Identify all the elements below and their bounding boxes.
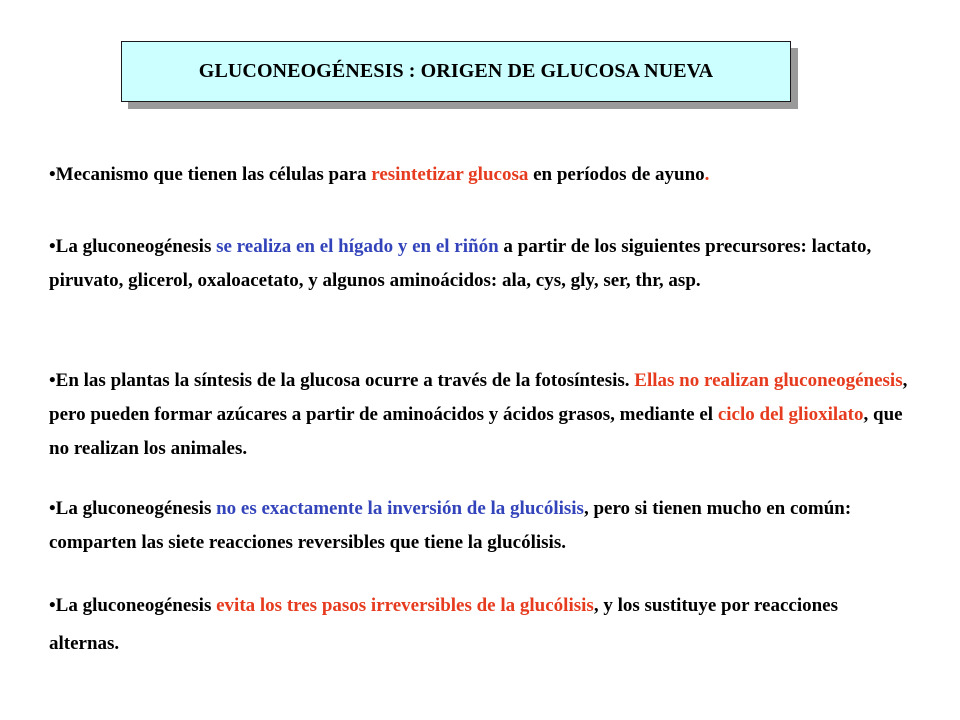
bullet-paragraph-2 bbox=[49, 230, 909, 298]
text-segment: , y los sustituye por reacciones alternas. bbox=[49, 595, 838, 654]
bullet: • bbox=[49, 164, 56, 185]
text-segment: La gluconeogénesis bbox=[55, 595, 217, 616]
highlight-blue: no es exactamente la inversión de la glucólisis bbox=[216, 498, 584, 519]
bullet: • bbox=[49, 498, 56, 519]
bullet: • bbox=[49, 595, 56, 616]
bullet-paragraph-4 bbox=[49, 492, 909, 560]
text-segment: , que no realizan los animales. bbox=[49, 404, 903, 459]
text-segment: , pero si tienen mucho en común: comparten las siete reacciones reversibles que tiene la glucólisis. bbox=[49, 498, 852, 553]
bullet: • bbox=[49, 236, 56, 257]
bullet-paragraph-5 bbox=[49, 587, 909, 663]
title-box bbox=[121, 41, 791, 102]
text-segment: La gluconeogénesis bbox=[55, 498, 217, 519]
text-segment: En las plantas la síntesis de la glucosa ocurre a través de la fotosíntesis. bbox=[55, 370, 635, 391]
text-segment: en períodos de ayuno bbox=[528, 164, 705, 185]
text-segment: Mecanismo que tienen las células para bbox=[55, 164, 372, 185]
highlight-red: Ellas no realizan gluconeogénesis bbox=[634, 370, 903, 391]
bullet-paragraph-1 bbox=[49, 158, 909, 192]
highlight-red: ciclo del glioxilato bbox=[717, 404, 864, 425]
text-segment: La gluconeogénesis bbox=[55, 236, 217, 257]
highlight-red: . bbox=[704, 164, 710, 185]
highlight-red: resintetizar glucosa bbox=[371, 164, 529, 185]
slide-title: GLUCONEOGÉNESIS : ORIGEN DE GLUCOSA NUEVA bbox=[198, 60, 714, 82]
text-segment: , pero pueden formar azúcares a partir de aminoácidos y ácidos grasos, mediante el bbox=[49, 370, 908, 425]
text-segment: a partir de los siguientes precursores: lactato, piruvato, glicerol, oxaloacetato, y algunos aminoácidos: ala, cys, gly, ser, thr, asp. bbox=[49, 236, 872, 291]
highlight-red: evita los tres pasos irreversibles de la glucólisis bbox=[216, 595, 594, 616]
bullet: • bbox=[49, 370, 56, 391]
bullet-paragraph-3 bbox=[49, 364, 909, 466]
highlight-blue: se realiza en el hígado y en el riñón bbox=[216, 236, 499, 257]
